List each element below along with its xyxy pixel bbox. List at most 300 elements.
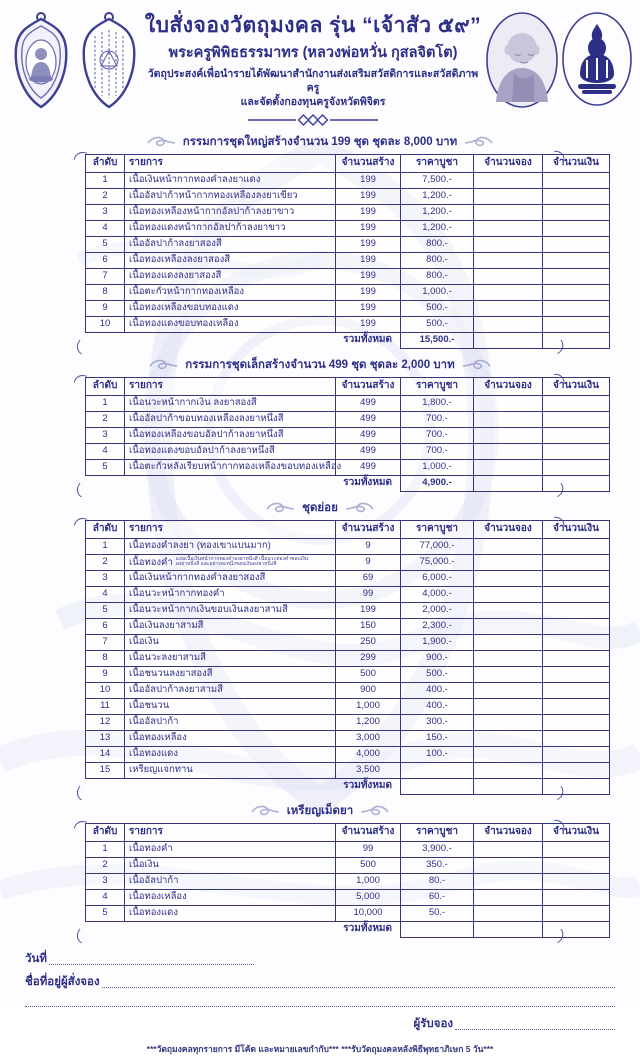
- cell-qty-booked[interactable]: [474, 204, 543, 220]
- cell-qty-booked-total[interactable]: [474, 332, 543, 348]
- cell-order-no: 1: [86, 841, 125, 857]
- cell-order-no: 2: [86, 554, 125, 570]
- cell-qty-made: 250: [336, 634, 401, 650]
- cell-qty-booked[interactable]: [474, 252, 543, 268]
- cell-qty-made: 199: [336, 602, 401, 618]
- column-header: จำนวนเงิน: [543, 377, 610, 395]
- item-name: เนื้อทองแดงขอบอัลปาก้าลงยาหนึ่งสี: [129, 445, 275, 457]
- total-row: [86, 921, 610, 937]
- cell-qty-made: 4,000: [336, 746, 401, 762]
- cell-item-name: [125, 905, 336, 921]
- item-name: เนื้ออัลปาก้าลงยาสองสี: [129, 238, 222, 250]
- cell-qty-made: 150: [336, 618, 401, 634]
- cell-qty-made: 199: [336, 172, 401, 188]
- cell-amount[interactable]: [543, 204, 610, 220]
- section-title: ชุดย่อย: [302, 501, 338, 514]
- cell-order-no: 6: [86, 252, 125, 268]
- cell-amount[interactable]: [543, 650, 610, 666]
- item-name: เนื้อทองแดง: [129, 748, 178, 760]
- cell-price: 1,200.-: [401, 188, 474, 204]
- cell-item-name: [125, 746, 336, 762]
- cell-amount[interactable]: [543, 746, 610, 762]
- cell-item-name: [125, 762, 336, 778]
- cell-price: 350.-: [401, 857, 474, 873]
- column-header: จำนวนเงิน: [543, 520, 610, 538]
- column-header: จำนวนสร้าง: [336, 520, 401, 538]
- cell-price: 2,000.-: [401, 602, 474, 618]
- cell-price: 7,500.-: [401, 172, 474, 188]
- address-input-line[interactable]: [25, 996, 615, 1007]
- cell-amount[interactable]: [543, 459, 610, 475]
- cell-qty-booked[interactable]: [474, 602, 543, 618]
- cell-price: 1,000.-: [401, 284, 474, 300]
- table-row: [86, 650, 610, 666]
- item-name: เนื้อทองแดงหน้ากากอัลปาก้าลงยาขาว: [129, 222, 286, 234]
- cell-price: 300.-: [401, 714, 474, 730]
- table-row: [86, 634, 610, 650]
- cell-item-name: [125, 873, 336, 889]
- form-title: ใบสั่งจองวัตถุมงคล รุ่น “เจ้าสัว ๕๙”: [144, 14, 482, 37]
- cell-qty-booked[interactable]: [474, 889, 543, 905]
- swirl-ornament-icon: [146, 135, 176, 149]
- item-name: เนื้ออัลปาก้าลงยาสามสี: [129, 684, 223, 696]
- table-row: [86, 746, 610, 762]
- item-name: เนื้อเงินลงยาสามสี: [129, 620, 204, 632]
- cell-qty-made: 1,000: [336, 698, 401, 714]
- cell-qty-booked[interactable]: [474, 570, 543, 586]
- table-row: [86, 204, 610, 220]
- cell-qty-booked[interactable]: [474, 634, 543, 650]
- cell-price: 4,000.-: [401, 586, 474, 602]
- cell-price: 900.-: [401, 650, 474, 666]
- cell-amount[interactable]: [543, 857, 610, 873]
- header-row: [86, 823, 610, 841]
- cell-amount[interactable]: [543, 236, 610, 252]
- item-name: เนื้อทองเหลือง: [129, 732, 187, 744]
- cell-price: 500.-: [401, 666, 474, 682]
- cell-order-no: 15: [86, 762, 125, 778]
- section-banner-4: [0, 802, 640, 820]
- cell-item-name: [125, 300, 336, 316]
- cell-amount[interactable]: [543, 730, 610, 746]
- cell-amount[interactable]: [543, 316, 610, 332]
- cell-order-no: 2: [86, 411, 125, 427]
- cell-qty-booked-total[interactable]: [474, 778, 543, 794]
- section-title: กรรมการชุดใหญ่สร้างจำนวน 199 ชุด ชุดละ 8,000 บาท: [182, 135, 458, 148]
- table-row: [86, 618, 610, 634]
- order-table-pill-coin: [85, 823, 599, 938]
- column-header: ลำดับ: [86, 377, 125, 395]
- column-header: รายการ: [125, 823, 336, 841]
- cell-price: 50.-: [401, 905, 474, 921]
- table-row: [86, 188, 610, 204]
- cell-amount[interactable]: [543, 602, 610, 618]
- cell-qty-booked[interactable]: [474, 300, 543, 316]
- cell-amount[interactable]: [543, 570, 610, 586]
- cell-amount[interactable]: [543, 427, 610, 443]
- column-header: รายการ: [125, 520, 336, 538]
- amulet-back-image: [76, 10, 142, 112]
- swirl-ornament-icon: [345, 501, 375, 515]
- cell-amount[interactable]: [543, 300, 610, 316]
- cell-amount[interactable]: [543, 188, 610, 204]
- column-header: ราคาบูชา: [401, 154, 474, 172]
- cell-qty-booked[interactable]: [474, 554, 543, 570]
- column-header: จำนวนสร้าง: [336, 823, 401, 841]
- cell-qty-made: 499: [336, 459, 401, 475]
- cell-price: [401, 762, 474, 778]
- column-header: ลำดับ: [86, 823, 125, 841]
- swirl-ornament-icon: [360, 804, 390, 818]
- table-row: [86, 857, 610, 873]
- cell-qty-made: 199: [336, 252, 401, 268]
- cell-order-no: 5: [86, 236, 125, 252]
- cell-price: 500.-: [401, 316, 474, 332]
- section-title: เหรียญเม็ดยา: [286, 804, 354, 817]
- cell-order-no: 4: [86, 586, 125, 602]
- cell-qty-booked[interactable]: [474, 873, 543, 889]
- cell-order-no: 7: [86, 634, 125, 650]
- cell-price: 800.-: [401, 236, 474, 252]
- cell-item-name: [125, 411, 336, 427]
- cell-item-name: [125, 889, 336, 905]
- cell-price: 1,900.-: [401, 634, 474, 650]
- cell-amount[interactable]: [543, 905, 610, 921]
- table-row: [86, 666, 610, 682]
- table-row: [86, 284, 610, 300]
- orderer-input-line[interactable]: [102, 977, 615, 988]
- cell-order-no: 5: [86, 459, 125, 475]
- cell-item-name: [125, 698, 336, 714]
- cell-order-no: 5: [86, 602, 125, 618]
- cell-order-no: 5: [86, 905, 125, 921]
- cell-qty-booked-total[interactable]: [474, 475, 543, 491]
- header-titles: [142, 10, 484, 126]
- cell-order-no: 10: [86, 316, 125, 332]
- cell-price: 400.-: [401, 698, 474, 714]
- cell-price: 2,300.-: [401, 618, 474, 634]
- cell-item-name: [125, 204, 336, 220]
- order-table-committee-large: [85, 154, 599, 349]
- cell-amount[interactable]: [543, 698, 610, 714]
- cell-qty-booked[interactable]: [474, 188, 543, 204]
- cell-item-name: [125, 857, 336, 873]
- cell-qty-booked[interactable]: [474, 762, 543, 778]
- address-line: [25, 996, 615, 1010]
- table-row: [86, 762, 610, 778]
- swirl-ornament-icon: [250, 804, 280, 818]
- cell-price: 6,000.-: [401, 570, 474, 586]
- cell-qty-made: 499: [336, 411, 401, 427]
- table-row: [86, 395, 610, 411]
- cell-order-no: 10: [86, 682, 125, 698]
- cell-qty-made: 1,000: [336, 873, 401, 889]
- table-row: [86, 268, 610, 284]
- cell-qty-made: 499: [336, 395, 401, 411]
- cell-price: 150.-: [401, 730, 474, 746]
- cell-order-no: 11: [86, 698, 125, 714]
- table-row: [86, 236, 610, 252]
- cell-qty-booked[interactable]: [474, 905, 543, 921]
- cell-amount[interactable]: [543, 411, 610, 427]
- cell-item-name: [125, 602, 336, 618]
- item-name: เนื้อทองแดงลงยาสองสี: [129, 270, 222, 282]
- cell-item-name: [125, 634, 336, 650]
- cell-item-name: [125, 316, 336, 332]
- cell-amount[interactable]: [543, 395, 610, 411]
- cell-item-name: [125, 841, 336, 857]
- cell-order-no: 1: [86, 538, 125, 554]
- item-name: เนื้ออัลปาก้าขอบทองเหลืองลงยาหนึ่งสี: [129, 413, 284, 425]
- monk-name: พระครูพิพิธธรรมาทร (หลวงพ่อหวั่น กุสลจิตโต): [168, 45, 458, 62]
- cell-qty-booked[interactable]: [474, 841, 543, 857]
- cell-qty-made: 99: [336, 586, 401, 602]
- receiver-input-line[interactable]: [455, 1019, 615, 1030]
- cell-qty-made: 9: [336, 538, 401, 554]
- cell-qty-made: 199: [336, 268, 401, 284]
- cell-item-name: [125, 427, 336, 443]
- cell-order-no: 1: [86, 395, 125, 411]
- cell-amount[interactable]: [543, 873, 610, 889]
- column-header: จำนวนจอง: [474, 377, 543, 395]
- column-header: ราคาบูชา: [401, 377, 474, 395]
- cell-price: 500.-: [401, 300, 474, 316]
- column-header: จำนวนสร้าง: [336, 377, 401, 395]
- cell-price: 100.-: [401, 746, 474, 762]
- cell-order-no: 4: [86, 889, 125, 905]
- cell-order-no: 4: [86, 220, 125, 236]
- total-value: 15,500.-: [401, 332, 474, 348]
- cell-qty-booked[interactable]: [474, 586, 543, 602]
- swirl-ornament-icon: [148, 358, 178, 372]
- cell-amount[interactable]: [543, 762, 610, 778]
- total-label: รวมทั้งหมด: [343, 923, 392, 935]
- cell-price: 1,200.-: [401, 220, 474, 236]
- divider-ornament: [248, 114, 378, 126]
- cell-qty-made: 199: [336, 204, 401, 220]
- item-name: เนื้อนวะหน้ากากทองคำ: [129, 588, 225, 600]
- column-header: จำนวนจอง: [474, 520, 543, 538]
- section-banner-1: [0, 133, 640, 151]
- cell-amount[interactable]: [543, 586, 610, 602]
- cell-qty-booked[interactable]: [474, 650, 543, 666]
- cell-qty-booked[interactable]: [474, 714, 543, 730]
- cell-price: 700.-: [401, 411, 474, 427]
- cell-qty-made: 199: [336, 284, 401, 300]
- cell-qty-booked[interactable]: [474, 666, 543, 682]
- cell-amount[interactable]: [543, 443, 610, 459]
- cell-qty-made: 3,000: [336, 730, 401, 746]
- cell-qty-booked[interactable]: [474, 395, 543, 411]
- cell-item-name: [125, 252, 336, 268]
- table-row: [86, 443, 610, 459]
- cell-qty-made: 199: [336, 316, 401, 332]
- table-row: [86, 570, 610, 586]
- total-row: [86, 778, 610, 794]
- total-row: [86, 332, 610, 348]
- cell-item-name: [125, 618, 336, 634]
- cell-amount[interactable]: [543, 682, 610, 698]
- cell-qty-booked[interactable]: [474, 682, 543, 698]
- cell-item-name: [125, 714, 336, 730]
- purpose-line-2: และจัดตั้งกองทุนครูจังหวัดพิจิตร: [240, 96, 386, 109]
- item-name: เนื้อทองเหลืองลงยาสองสี: [129, 254, 231, 266]
- cell-price: 80.-: [401, 873, 474, 889]
- cell-qty-booked[interactable]: [474, 236, 543, 252]
- cell-price: 1,800.-: [401, 395, 474, 411]
- cell-qty-booked[interactable]: [474, 538, 543, 554]
- column-header: จำนวนเงิน: [543, 823, 610, 841]
- item-name: เนื้อทองเหลือง: [129, 891, 187, 903]
- cell-qty-booked[interactable]: [474, 459, 543, 475]
- cell-qty-booked[interactable]: [474, 284, 543, 300]
- order-table-subset: [85, 520, 599, 795]
- cell-qty-booked[interactable]: [474, 316, 543, 332]
- cell-qty-made: 199: [336, 220, 401, 236]
- item-name: เนื้ออัลปาก้า: [129, 716, 179, 728]
- date-input-line[interactable]: [49, 954, 254, 965]
- purpose-line-1: วัตถุประสงค์เพื่อนำรายได้พัฒนาสำนักงานส่งเสริมสวัสดิการและสวัสดิภาพครู: [147, 68, 479, 95]
- cell-amount[interactable]: [543, 252, 610, 268]
- cell-price: 60.-: [401, 889, 474, 905]
- total-label: รวมทั้งหมด: [343, 780, 392, 792]
- item-name: เนื้อทองเหลืองขอบทองแดง: [129, 302, 239, 314]
- cell-qty-made: 3,500: [336, 762, 401, 778]
- cell-amount[interactable]: [543, 714, 610, 730]
- cell-qty-booked[interactable]: [474, 730, 543, 746]
- item-name: เนื้อเงินหน้ากากทองคำลงยาสองสี: [129, 572, 266, 584]
- item-name: เนื้อนวะลงยาสามสี: [129, 652, 206, 664]
- cell-item-name: [125, 395, 336, 411]
- orderer-label: ชื่อที่อยู่ผู้สั่งจอง: [25, 975, 100, 988]
- column-header: จำนวนเงิน: [543, 154, 610, 172]
- cell-price: 77,000.-: [401, 538, 474, 554]
- cell-qty-booked[interactable]: [474, 220, 543, 236]
- header-row: [86, 377, 610, 395]
- table-row: [86, 714, 610, 730]
- date-line: [25, 950, 615, 968]
- cell-item-name: [125, 538, 336, 554]
- swirl-ornament-icon: [464, 135, 494, 149]
- cell-order-no: 6: [86, 618, 125, 634]
- cell-order-no: 3: [86, 570, 125, 586]
- cell-amount[interactable]: [543, 268, 610, 284]
- item-name: เนื้อตะกั่วหลังเรียบหน้ากากทองเหลืองขอบทองเหลือง: [129, 461, 342, 473]
- cell-item-name: [125, 268, 336, 284]
- cell-item-name: [125, 236, 336, 252]
- cell-item-name: [125, 459, 342, 475]
- section-title: กรรมการชุดเล็กสร้างจำนวน 499 ชุด ชุดละ 2,000 บาท: [185, 358, 455, 371]
- cell-order-no: 2: [86, 188, 125, 204]
- cell-qty-made: 500: [336, 666, 401, 682]
- item-name: เนื้อทองคำ: [129, 556, 173, 568]
- cell-order-no: 9: [86, 300, 125, 316]
- amulet-silhouette: [560, 10, 634, 108]
- item-name: เนื้อเงิน: [129, 636, 159, 648]
- column-header: ลำดับ: [86, 520, 125, 538]
- cell-item-name: [125, 220, 336, 236]
- cell-qty-made: 10,000: [336, 905, 401, 921]
- cell-item-name: [125, 682, 336, 698]
- footnote: ***วัตถุมงคลทุกรายการ มีโค้ด และหมายเลขกำกับ*** ***รับวัตถุมงคลหลังพิธีพุทธาภิเษก 5 วัน***: [146, 1043, 494, 1054]
- cell-qty-made: 69: [336, 570, 401, 586]
- cell-amount[interactable]: [543, 538, 610, 554]
- cell-qty-made: 299: [336, 650, 401, 666]
- cell-order-no: 9: [86, 666, 125, 682]
- table-row: [86, 730, 610, 746]
- item-name: เนื้อทองแดงขอบทองเหลือง: [129, 318, 239, 330]
- cell-qty-booked[interactable]: [474, 443, 543, 459]
- cell-qty-made: 499: [336, 443, 401, 459]
- cell-order-no: 3: [86, 873, 125, 889]
- cell-amount[interactable]: [543, 284, 610, 300]
- cell-qty-booked[interactable]: [474, 618, 543, 634]
- cell-item-name: [125, 730, 336, 746]
- column-header: ราคาบูชา: [401, 823, 474, 841]
- cell-amount[interactable]: [543, 618, 610, 634]
- cell-qty-made: 900: [336, 682, 401, 698]
- cell-price: 1,200.-: [401, 204, 474, 220]
- cell-qty-booked[interactable]: [474, 746, 543, 762]
- cell-amount[interactable]: [543, 841, 610, 857]
- cell-order-no: 4: [86, 443, 125, 459]
- cell-price: 800.-: [401, 252, 474, 268]
- cell-qty-booked[interactable]: [474, 411, 543, 427]
- cell-qty-booked[interactable]: [474, 268, 543, 284]
- order-table-committee-small: [85, 377, 599, 492]
- cell-amount[interactable]: [543, 889, 610, 905]
- table-row: [86, 172, 610, 188]
- cell-qty-booked[interactable]: [474, 427, 543, 443]
- monk-portrait: [484, 10, 560, 110]
- cell-item-name: [125, 554, 336, 570]
- cell-amount[interactable]: [543, 666, 610, 682]
- cell-amount[interactable]: [543, 220, 610, 236]
- cell-amount[interactable]: [543, 172, 610, 188]
- header: [0, 0, 640, 126]
- table-row: [86, 682, 610, 698]
- cell-order-no: 14: [86, 746, 125, 762]
- cell-qty-booked-total[interactable]: [474, 921, 543, 937]
- cell-qty-booked[interactable]: [474, 698, 543, 714]
- item-note: แถมเนื้อเงินหน้ากากทองคำลงยาหนึ่งสี เนื้อนวะทองคำขอบเงินลงยาหนึ่งสี และอย่างละหนึ่งขอบเงินลงยาหนึ่งสี: [175, 555, 309, 568]
- item-name: เนื้ออัลปาก้าหน้ากากทองเหลืองลงยาเขียว: [129, 190, 298, 202]
- cell-amount[interactable]: [543, 634, 610, 650]
- cell-item-name: [125, 443, 336, 459]
- table-row: [86, 427, 610, 443]
- cell-qty-made: 9: [336, 554, 401, 570]
- item-name: เนื้อทองคำ: [129, 843, 173, 855]
- total-row: [86, 475, 610, 491]
- cell-amount[interactable]: [543, 554, 610, 570]
- table-row: [86, 220, 610, 236]
- header-row: [86, 154, 610, 172]
- item-name: เนื้อทองเหลืองขอบอัลปาก้าลงยาหนึ่งสี: [129, 429, 284, 441]
- table-row: [86, 889, 610, 905]
- receiver-label: ผู้รับจอง: [413, 1017, 453, 1030]
- cell-qty-made: 199: [336, 188, 401, 204]
- column-header: รายการ: [125, 377, 336, 395]
- cell-item-name: [125, 172, 336, 188]
- item-name: เนื้อเงิน: [129, 859, 159, 871]
- item-name: เนื้อนวะหน้ากากเงิน ลงยาสองสี: [129, 397, 257, 409]
- cell-price: 700.-: [401, 443, 474, 459]
- cell-order-no: 7: [86, 268, 125, 284]
- cell-item-name: [125, 570, 336, 586]
- cell-qty-booked[interactable]: [474, 172, 543, 188]
- cell-item-name: [125, 650, 336, 666]
- cell-qty-booked[interactable]: [474, 857, 543, 873]
